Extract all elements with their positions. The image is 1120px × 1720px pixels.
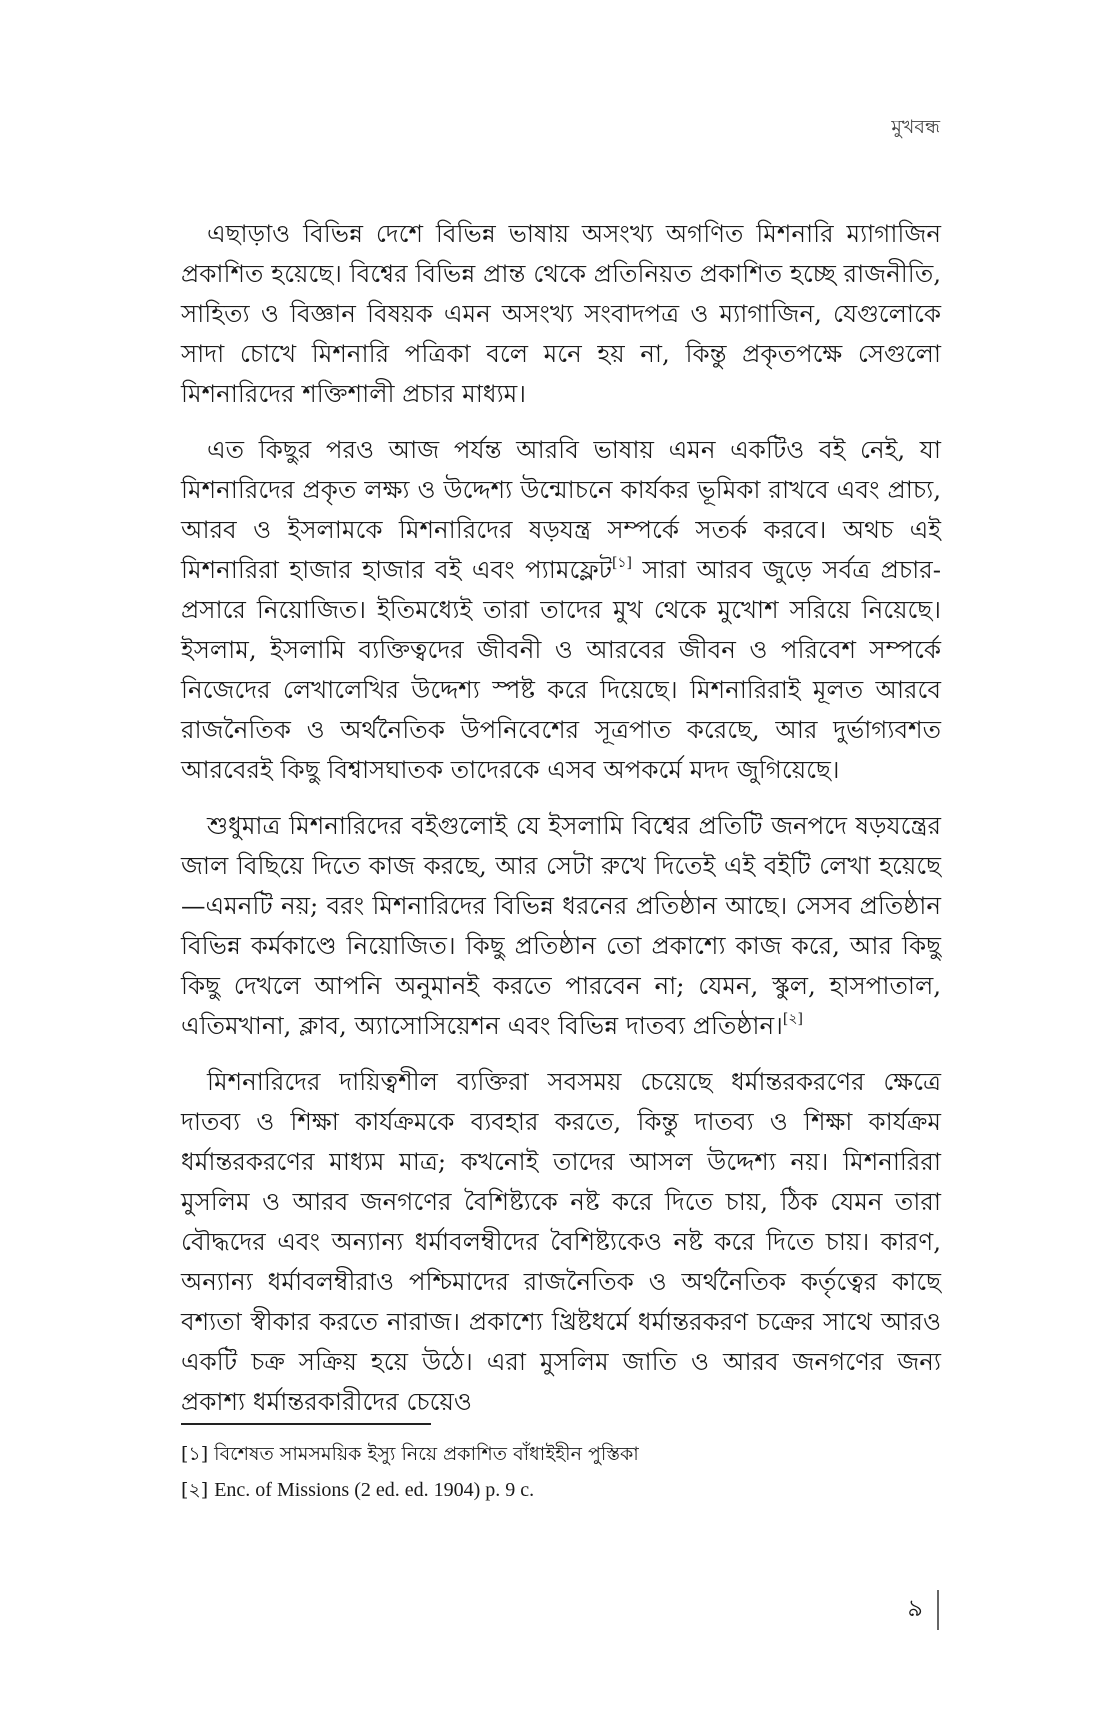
- paragraph-3: [181, 806, 941, 1046]
- paragraph-2: [181, 430, 941, 790]
- footnote-1-text: বিশেষত সামসময়িক ইস্যু নিয়ে প্রকাশিত বাঁধাইহীন পুস্তিকা: [214, 1443, 639, 1465]
- footnote-1: [181, 1436, 941, 1472]
- footnote-ref-2[interactable]: [২]: [782, 1011, 803, 1027]
- paragraph-1: এছাড়াও বিভিন্ন দেশে বিভিন্ন ভাষায় অসংখ্য অগণিত মিশনারি ম্যাগাজিন প্রকাশিত হয়েছে। বিশ্বের বিভিন্ন প্রান্ত থেকে প্রতিনিয়ত প্রকাশিত হচ্ছে রাজনীতি, সাহিত্য ও বিজ্ঞান বিষয়ক এমন অসংখ্য সংবাদপত্র ও ম্যাগাজিন, যেগুলোকে সাদা চোখে মিশনারি পত্রিকা বলে মনে হয় না, কিন্তু প্রকৃতপক্ষে সেগুলো মিশনারিদের শক্তিশালী প্রচার মাধ্যম।: [181, 219, 941, 408]
- paragraph-2-text-b: সারা আরব জুড়ে সর্বত্র প্রচার-প্রসারে নিয়োজিত। ইতিমধ্যেই তারা তাদের মুখ থেকে মুখোশ সরিয়ে নিয়েছে। ইসলাম, ইসলামি ব্যক্তিত্বদের জীবনী ও আরবের জীবন ও পরিবেশ সম্পর্কে নিজেদের লেখালেখির উদ্দেশ্য স্পষ্ট করে দিয়েছে। মিশনারিরাই মূলত আরবে রাজনৈতিক ও অর্থনৈতিক উপনিবেশের সূত্রপাত করেছে, আর দুর্ভাগ্যবশত আরবেরই কিছু বিশ্বাসঘাতক তাদেরকে এসব অপকর্মে মদদ জুগিয়েছে।: [181, 555, 941, 784]
- footnote-2-text: Enc. of Missions (2 ed. ed. 1904) p. 9 c.: [214, 1479, 535, 1501]
- page-number-block: [907, 1590, 939, 1630]
- running-header: মুখবন্ধ: [891, 116, 940, 138]
- footnote-2: [181, 1472, 941, 1508]
- paragraph-2-text-a: এত কিছুর পরও আজ পর্যন্ত আরবি ভাষায় এমন একটিও বই নেই, যা মিশনারিদের প্রকৃত লক্ষ্য ও উদ্দেশ্য উন্মোচনে কার্যকর ভূমিকা রাখবে এবং প্রাচ্য, আরব ও ইসলামকে মিশনারিদের ষড়যন্ত্র সম্পর্কে সতর্ক করবে। অথচ এই মিশনারিরা হাজার হাজার বই এবং প্যামফ্লেট: [181, 435, 941, 584]
- paragraph-4: মিশনারিদের দায়িত্বশীল ব্যক্তিরা সবসময় চেয়েছে ধর্মান্তরকরণের ক্ষেত্রে দাতব্য ও শিক্ষা কার্যক্রমকে ব্যবহার করতে, কিন্তু দাতব্য ও শিক্ষা কার্যক্রম ধর্মান্তরকরণের মাধ্যম মাত্র; কখনোই তাদের আসল উদ্দেশ্য নয়। মিশনারিরা মুসলিম ও আরব জনগণের বৈশিষ্ট্যকে নষ্ট করে দিতে চায়, ঠিক যেমন তারা বৌদ্ধদের এবং অন্যান্য ধর্মাবলম্বীদের বৈশিষ্ট্যকেও নষ্ট করে দিতে চায়। কারণ, অন্যান্য ধর্মাবলম্বীরাও পশ্চিমাদের রাজনৈতিক ও অর্থনৈতিক কর্তৃত্বের কাছে বশ্যতা স্বীকার করতে নারাজ। প্রকাশ্যে খ্রিষ্টধর্মে ধর্মান্তরকরণ চক্রের সাথে আরও একটি চক্র সক্রিয় হয়ে উঠে। এরা মুসলিম জাতি ও আরব জনগণের জন্য প্রকাশ্য ধর্মান্তরকারীদের চেয়েও: [181, 1067, 941, 1416]
- footnote-ref-1[interactable]: [১]: [611, 555, 632, 571]
- paragraph-3-text-a: শুধুমাত্র মিশনারিদের বইগুলোই যে ইসলামি বিশ্বের প্রতিটি জনপদে ষড়যন্ত্রের জাল বিছিয়ে দিতে কাজ করছে, আর সেটা রুখে দিতেই এই বইটি লেখা হয়েছে—এমনটি নয়; বরং মিশনারিদের বিভিন্ন ধরনের প্রতিষ্ঠান আছে। সেসব প্রতিষ্ঠান বিভিন্ন কর্মকাণ্ডে নিয়োজিত। কিছু প্রতিষ্ঠান তো প্রকাশ্যে কাজ করে, আর কিছু কিছু দেখলে আপনি অনুমানই করতে পারবেন না; যেমন, স্কুল, হাসপাতাল, এতিমখানা, ক্লাব, অ্যাসোসিয়েশন এবং বিভিন্ন দাতব্য প্রতিষ্ঠান।: [181, 811, 941, 1040]
- folio-rule: [937, 1590, 939, 1630]
- footnotes: [181, 1436, 941, 1508]
- page-number: ৯: [907, 1594, 923, 1622]
- footnote-2-marker: [২]: [181, 1479, 209, 1501]
- footnote-1-marker: [১]: [181, 1443, 209, 1465]
- footnote-divider: [181, 1423, 431, 1425]
- body-text: [181, 214, 941, 1438]
